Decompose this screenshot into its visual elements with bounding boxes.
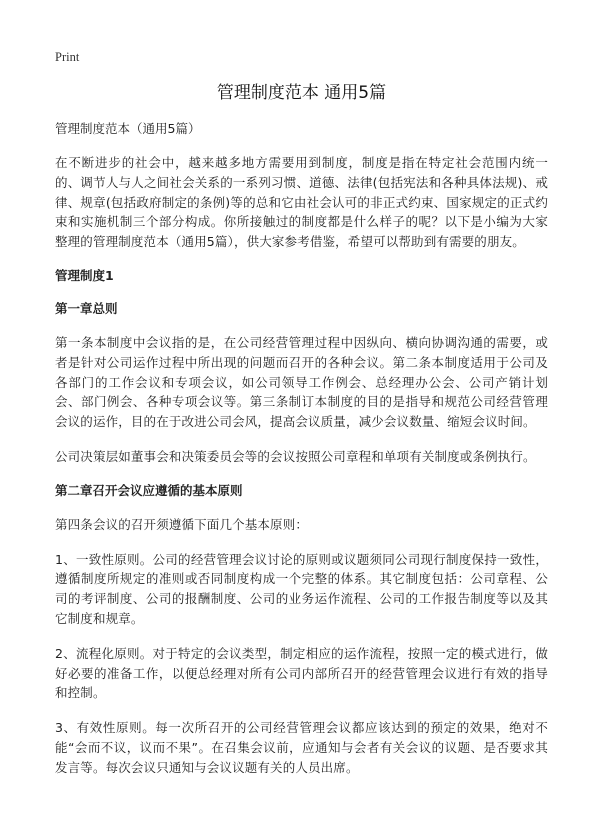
chapter-1-paragraph-2: 公司决策层如董事会和决策委员会等的会议按照公司章程和单项有关制度或条例执行。 <box>55 448 536 464</box>
page-title: 管理制度范本 通用5篇 <box>216 83 387 103</box>
print-link[interactable]: Print <box>55 50 80 64</box>
intro-paragraph: 在不断进步的社会中，越来越多地方需要用到制度，制度是指在特定社会范围内统一的、调节人与人之间社会关系的一系列习惯、道德、法律(包括宪法和各种具体法规)、戒律、规章(包括政府制定的条例)等的总和它由社会认可的非正式约束、国家规定的正式约束和实施机制三个部分构成。你所接触过的制度都是什么样子的呢？以下是小编为大家整理的管理制度范本（通用5篇），供大家参考借鉴，希望可以帮助到有需要的朋友。 <box>55 155 548 250</box>
principle-2-paragraph: 2、流程化原则。对于特定的会议类型，制定相应的运作流程，按照一定的模式进行，做好必要的准备工作，以便总经理对所有公司内部所召开的经营管理会议进行有效的指导和控制。 <box>55 645 548 701</box>
chapter-2-intro: 第四条会议的召开须遵循下面几个基本原则： <box>55 516 309 532</box>
principle-3-paragraph: 3、有效性原则。每一次所召开的公司经营管理会议都应该达到的预定的效果，绝对不能“会而不议，议而不果”。在召集会议前，应通知与会者有关会议的议题、是否要求其发言等。每次会议只通知与会议议题有关的人员出席。 <box>55 720 548 775</box>
section-heading: 管理制度1 <box>55 267 114 283</box>
document-subtitle: 管理制度范本（通用5篇） <box>55 121 201 136</box>
chapter-1-heading: 第一章总则 <box>55 300 118 316</box>
chapter-1-paragraph-1: 第一条本制度中会议指的是，在公司经营管理过程中因纵向、横向协调沟通的需要，或者是针对公司运作过程中所出现的问题而召开的各种会议。第二条本制度适用于公司及各部门的工作会议和专项会议，如公司领导工作例会、总经理办公会、公司产销计划会、部门例会、各种专项会议等。第三条制订本制度的目的是指导和规范公司经营管理会议的运作，目的在于改进公司会风，提高会议质量，减少会议数量、缩短会议时间。 <box>55 334 548 430</box>
principle-1-paragraph: 1、一致性原则。公司的经营管理会议讨论的原则或议题须同公司现行制度保持一致性，遵循制度所规定的准则或否同制度构成一个完整的体系。其它制度包括：公司章程、公司的考评制度、公司的报酬制度、公司的业务运作流程、公司的工作报告制度等以及其它制度和规章。 <box>55 551 548 626</box>
chapter-2-heading: 第二章召开会议应遵循的基本原则 <box>55 482 243 498</box>
